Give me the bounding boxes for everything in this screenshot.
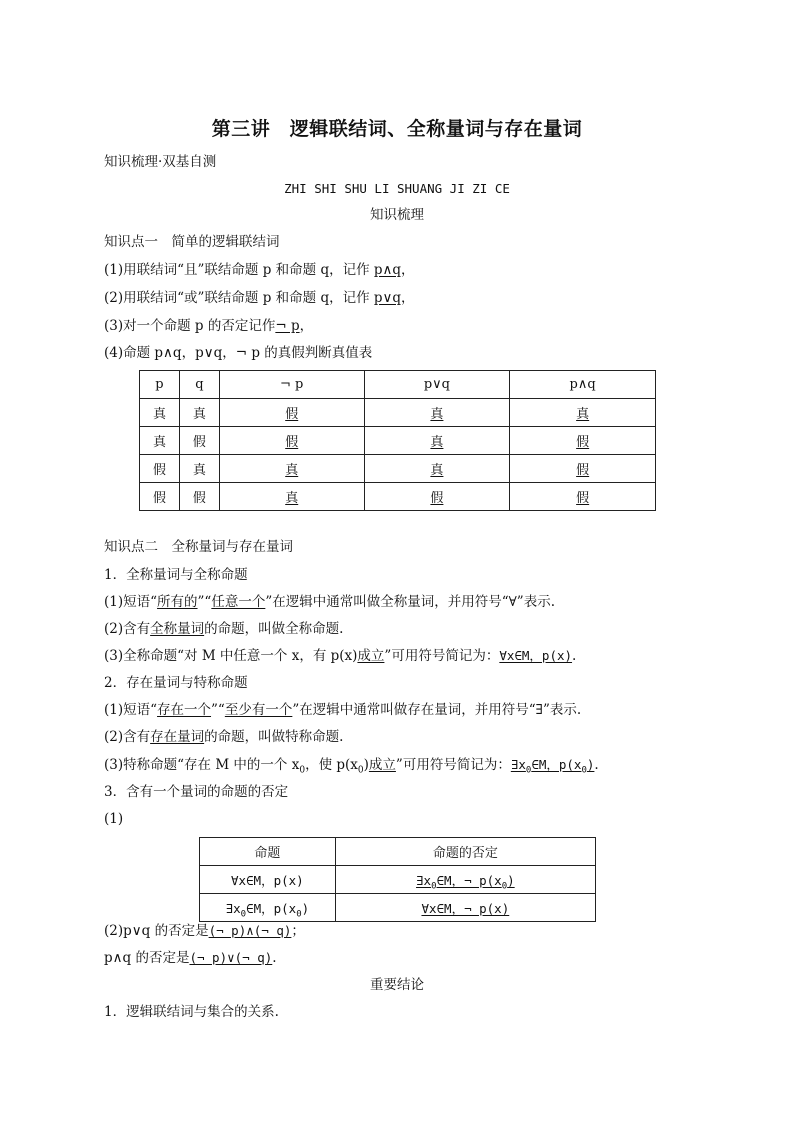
table-cell: 假	[140, 455, 180, 483]
table-header-cell: ¬ p	[219, 371, 364, 399]
table-cell: 真	[140, 427, 180, 455]
table-cell: 假	[510, 455, 656, 483]
kp2-s2-line-3: (3)特称命题“存在 M 中的一个 $x_0$，使 $p(x_0)$成立”可用符号简记为：$\exists x_0\in M$，$p(x_0)$.	[104, 757, 599, 776]
table-cell: 假	[510, 483, 656, 511]
table-header-row	[140, 371, 656, 399]
important-conclusions-header: 重要结论	[370, 977, 424, 993]
kp2-s3-line-1: (1)	[104, 811, 124, 827]
kp1-heading: 知识点一 简单的逻辑联结词	[104, 234, 280, 250]
table-header-cell: p	[140, 371, 180, 399]
kp2-heading: 知识点二 全称量词与存在量词	[104, 539, 293, 555]
kp2-s1-line-2: (2)含有全称量词的命题，叫做全称命题.	[104, 621, 344, 637]
negation-table	[199, 837, 596, 922]
table-header-row	[200, 838, 596, 866]
table-cell: 真	[219, 455, 364, 483]
table-cell: 真	[364, 399, 510, 427]
table-cell: 假	[179, 483, 219, 511]
kp2-s1-line-3: (3)全称命题“对 M 中任意一个 x，有 p(x)成立”可用符号简记为：∀x∈M，p(x).	[104, 648, 577, 664]
table-header-cell: 命题的否定	[335, 838, 595, 866]
table-cell: $\exists x_0\in M$，¬ $p(x_0)$	[335, 866, 595, 894]
table-cell: 假	[179, 427, 219, 455]
table-cell: 真	[140, 399, 180, 427]
table-cell: ∀x∈M，p(x)	[200, 866, 336, 894]
table-row	[140, 399, 656, 427]
kp2-s2-heading: 2．存在量词与特称命题	[104, 675, 248, 691]
table-row	[200, 894, 596, 922]
conclusion-1: 1．逻辑联结词与集合的关系.	[104, 1004, 279, 1020]
table-cell: 真	[510, 399, 656, 427]
table-cell: 真	[364, 455, 510, 483]
answer-not: ¬ p	[275, 318, 300, 334]
table-cell: 真	[179, 399, 219, 427]
kp2-s3-line-2: (2)p∨q 的否定是(¬ p)∧(¬ q)；	[104, 923, 305, 939]
kp2-s1-line-1: (1)短语“所有的”“任意一个”在逻辑中通常叫做全称量词，并用符号“∀”表示.	[104, 594, 555, 610]
table-cell: 假	[219, 399, 364, 427]
kp1-line-2: (2)用联结词“或”联结命题 p 和命题 q，记作 p∨q，	[104, 290, 415, 306]
kp2-s3-line-3: p∧q 的否定是(¬ p)∨(¬ q).	[104, 950, 277, 966]
table-header-cell: p∧q	[510, 371, 656, 399]
kp2-s3-heading: 3．含有一个量词的命题的否定	[104, 784, 289, 800]
truth-table	[139, 370, 656, 511]
page-title: 第三讲 逻辑联结词、全称量词与存在量词	[211, 118, 583, 140]
table-header-cell: q	[179, 371, 219, 399]
table-cell: 真	[364, 427, 510, 455]
table-cell: 真	[179, 455, 219, 483]
kp2-s2-line-1: (1)短语“存在一个”“至少有一个”在逻辑中通常叫做存在量词，并用符号“∃”表示.	[104, 702, 582, 718]
table-cell: 假	[140, 483, 180, 511]
table-cell: 假	[219, 427, 364, 455]
pinyin-subtitle: ZHI SHI SHU LI SHUANG JI ZI CE	[284, 181, 510, 196]
table-header-cell: 命题	[200, 838, 336, 866]
answer-and: p∧q	[373, 262, 402, 278]
table-cell: 假	[364, 483, 510, 511]
table-row	[200, 866, 596, 894]
kp1-line-3: (3)对一个命题 p 的否定记作¬ p，	[104, 318, 314, 334]
kp2-s2-line-2: (2)含有存在量词的命题，叫做特称命题.	[104, 729, 344, 745]
table-header-cell: p∨q	[364, 371, 510, 399]
table-cell: ∀x∈M，¬ p(x)	[335, 894, 595, 922]
kp1-line-1: (1)用联结词“且”联结命题 p 和命题 q，记作 p∧q，	[104, 262, 415, 278]
table-row	[140, 455, 656, 483]
table-cell: 真	[219, 483, 364, 511]
sub-header: 知识梳理	[370, 207, 424, 223]
table-cell: $\exists x_0\in M$，$p(x_0)$	[200, 894, 336, 922]
table-row	[140, 483, 656, 511]
section-header: 知识梳理·双基自测	[104, 154, 217, 170]
table-row	[140, 427, 656, 455]
table-cell: 假	[510, 427, 656, 455]
answer-or: p∨q	[373, 290, 402, 306]
kp2-s1-heading: 1．全称量词与全称命题	[104, 567, 248, 583]
kp1-line-4: (4)命题 p∧q，p∨q，¬ p 的真假判断真值表	[104, 345, 373, 361]
